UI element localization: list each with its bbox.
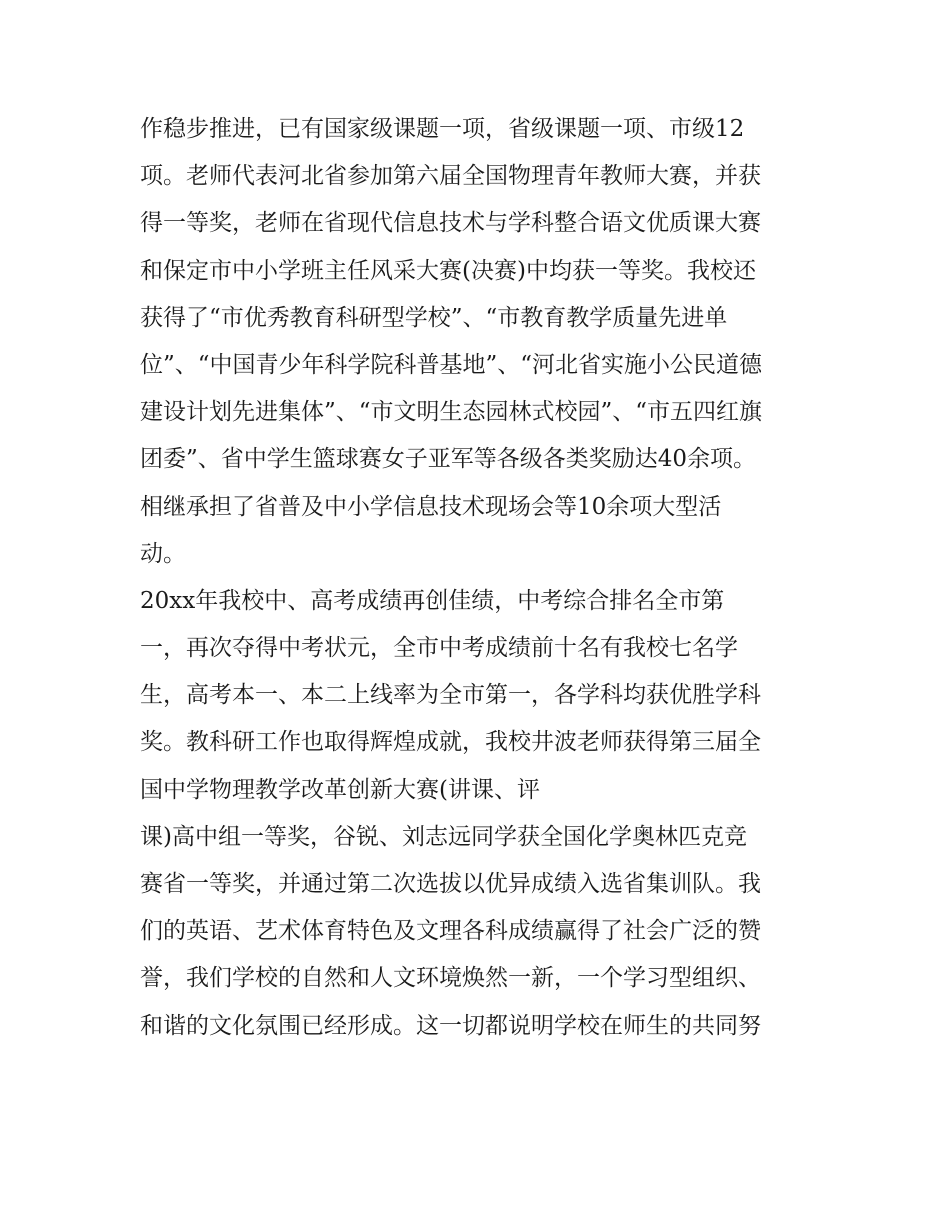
text-line: 国中学物理教学改革创新大赛(讲课、评 bbox=[140, 776, 540, 803]
text-line: 获得了“市优秀教育科研型学校”、“市教育教学质量先进单 bbox=[140, 304, 728, 331]
text-line: 位”、“中国青少年科学院科普基地”、“河北省实施小公民道德 bbox=[140, 351, 763, 378]
text-line: 相继承担了省普及中小学信息技术现场会等10余项大型活 bbox=[140, 493, 722, 520]
text-line: 团委”、省中学生篮球赛女子亚军等各级各类奖励达40余项。 bbox=[140, 446, 757, 473]
text-line: 课)高中组一等奖，谷锐、刘志远同学获全国化学奥林匹克竞 bbox=[140, 823, 747, 850]
text-line: 动。 bbox=[140, 540, 186, 567]
text-line: 生，高考本一、本二上线率为全市第一，各学科均获优胜学科 bbox=[140, 682, 761, 709]
text-line: 20xx年我校中、高考成绩再创佳绩，中考综合排名全市第 bbox=[140, 587, 725, 614]
text-line: 奖。教科研工作也取得辉煌成就，我校井波老师获得第三届全 bbox=[140, 729, 761, 756]
text-line: 和保定市中小学班主任风采大赛(决赛)中均获一等奖。我校还 bbox=[140, 257, 756, 284]
text-line: 项。老师代表河北省参加第六届全国物理青年教师大赛，并获 bbox=[140, 163, 761, 190]
text-line: 建设计划先进集体”、“市文明生态园林式校园”、“市五四红旗 bbox=[140, 399, 763, 426]
text-line: 赛省一等奖，并通过第二次选拔以优异成绩入选省集训队。我 bbox=[140, 871, 761, 897]
text-line: 们的英语、艺术体育特色及文理各科成绩赢得了社会广泛的赞 bbox=[140, 918, 761, 945]
text-line: 誉，我们学校的自然和人文环境焕然一新，一个学习型组织、 bbox=[140, 965, 761, 992]
body-text bbox=[140, 106, 820, 1050]
text-line: 得一等奖，老师在省现代信息技术与学科整合语文优质课大赛 bbox=[140, 210, 761, 237]
text-line: 一，再次夺得中考状元，全市中考成绩前十名有我校七名学 bbox=[140, 635, 738, 662]
text-line: 作稳步推进，已有国家级课题一项，省级课题一项、市级12 bbox=[140, 116, 745, 142]
text-line: 和谐的文化氛围已经形成。这一切都说明学校在师生的共同努 bbox=[140, 1012, 761, 1039]
